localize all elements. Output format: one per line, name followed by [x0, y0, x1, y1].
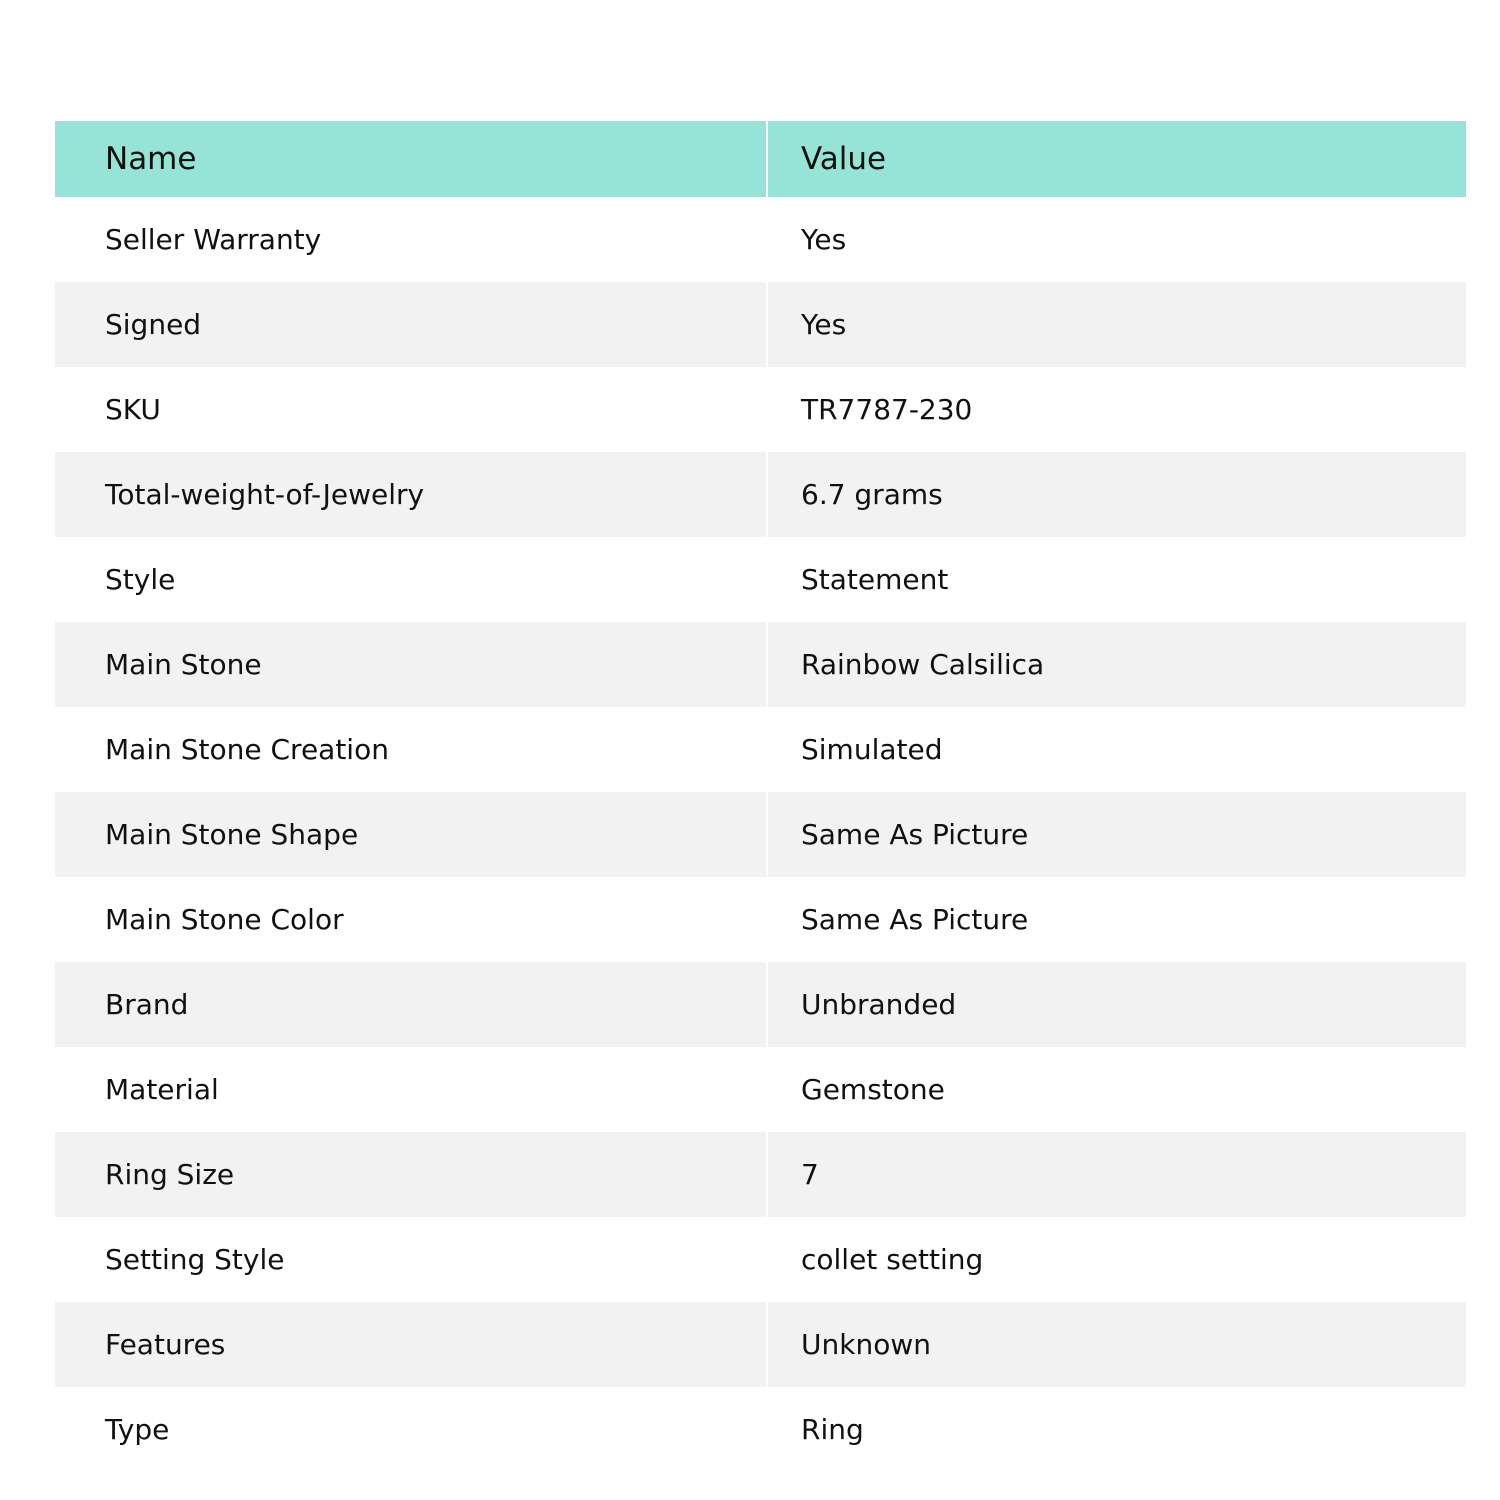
row-value-cell: Unknown [766, 1302, 1466, 1387]
row-name-cell: Main Stone Shape [55, 792, 766, 877]
row-value-cell: Rainbow Calsilica [766, 622, 1466, 707]
row-name-cell: Style [55, 537, 766, 622]
row-value-cell: 7 [766, 1132, 1466, 1217]
row-value-cell: Simulated [766, 707, 1466, 792]
row-name-cell: Total-weight-of-Jewelry [55, 452, 766, 537]
header-row [55, 121, 1466, 197]
row-value-cell: Gemstone [766, 1047, 1466, 1132]
table-row [55, 792, 1466, 877]
row-name-cell: Main Stone [55, 622, 766, 707]
row-value-cell: Yes [766, 197, 1466, 282]
row-value-cell: TR7787-230 [766, 367, 1466, 452]
table-row [55, 282, 1466, 367]
table-row [55, 707, 1466, 792]
row-name-cell: Features [55, 1302, 766, 1387]
row-name-cell: Ring Size [55, 1132, 766, 1217]
value-column-header: Value [766, 121, 1466, 197]
table-row [55, 1387, 1466, 1472]
row-value-cell: Statement [766, 537, 1466, 622]
row-name-cell: Main Stone Creation [55, 707, 766, 792]
table-row [55, 1132, 1466, 1217]
row-name-cell: SKU [55, 367, 766, 452]
row-name-cell: Setting Style [55, 1217, 766, 1302]
row-name-cell: Signed [55, 282, 766, 367]
table-row [55, 1217, 1466, 1302]
table-body [55, 197, 1466, 1472]
row-value-cell: Same As Picture [766, 877, 1466, 962]
row-value-cell: Yes [766, 282, 1466, 367]
row-name-cell: Material [55, 1047, 766, 1132]
name-column-header: Name [55, 121, 766, 197]
row-value-cell: collet setting [766, 1217, 1466, 1302]
row-value-cell: 6.7 grams [766, 452, 1466, 537]
table-row [55, 622, 1466, 707]
table-row [55, 877, 1466, 962]
table-row [55, 367, 1466, 452]
table-row [55, 1302, 1466, 1387]
row-name-cell: Seller Warranty [55, 197, 766, 282]
row-value-cell: Unbranded [766, 962, 1466, 1047]
table-row [55, 1047, 1466, 1132]
row-name-cell: Type [55, 1387, 766, 1472]
table-row [55, 197, 1466, 282]
row-name-cell: Brand [55, 962, 766, 1047]
row-value-cell: Ring [766, 1387, 1466, 1472]
table-row [55, 962, 1466, 1047]
table-row [55, 537, 1466, 622]
row-name-cell: Main Stone Color [55, 877, 766, 962]
table-row [55, 452, 1466, 537]
row-value-cell: Same As Picture [766, 792, 1466, 877]
table-header [55, 121, 1466, 197]
item-specifics-table [55, 121, 1466, 1472]
